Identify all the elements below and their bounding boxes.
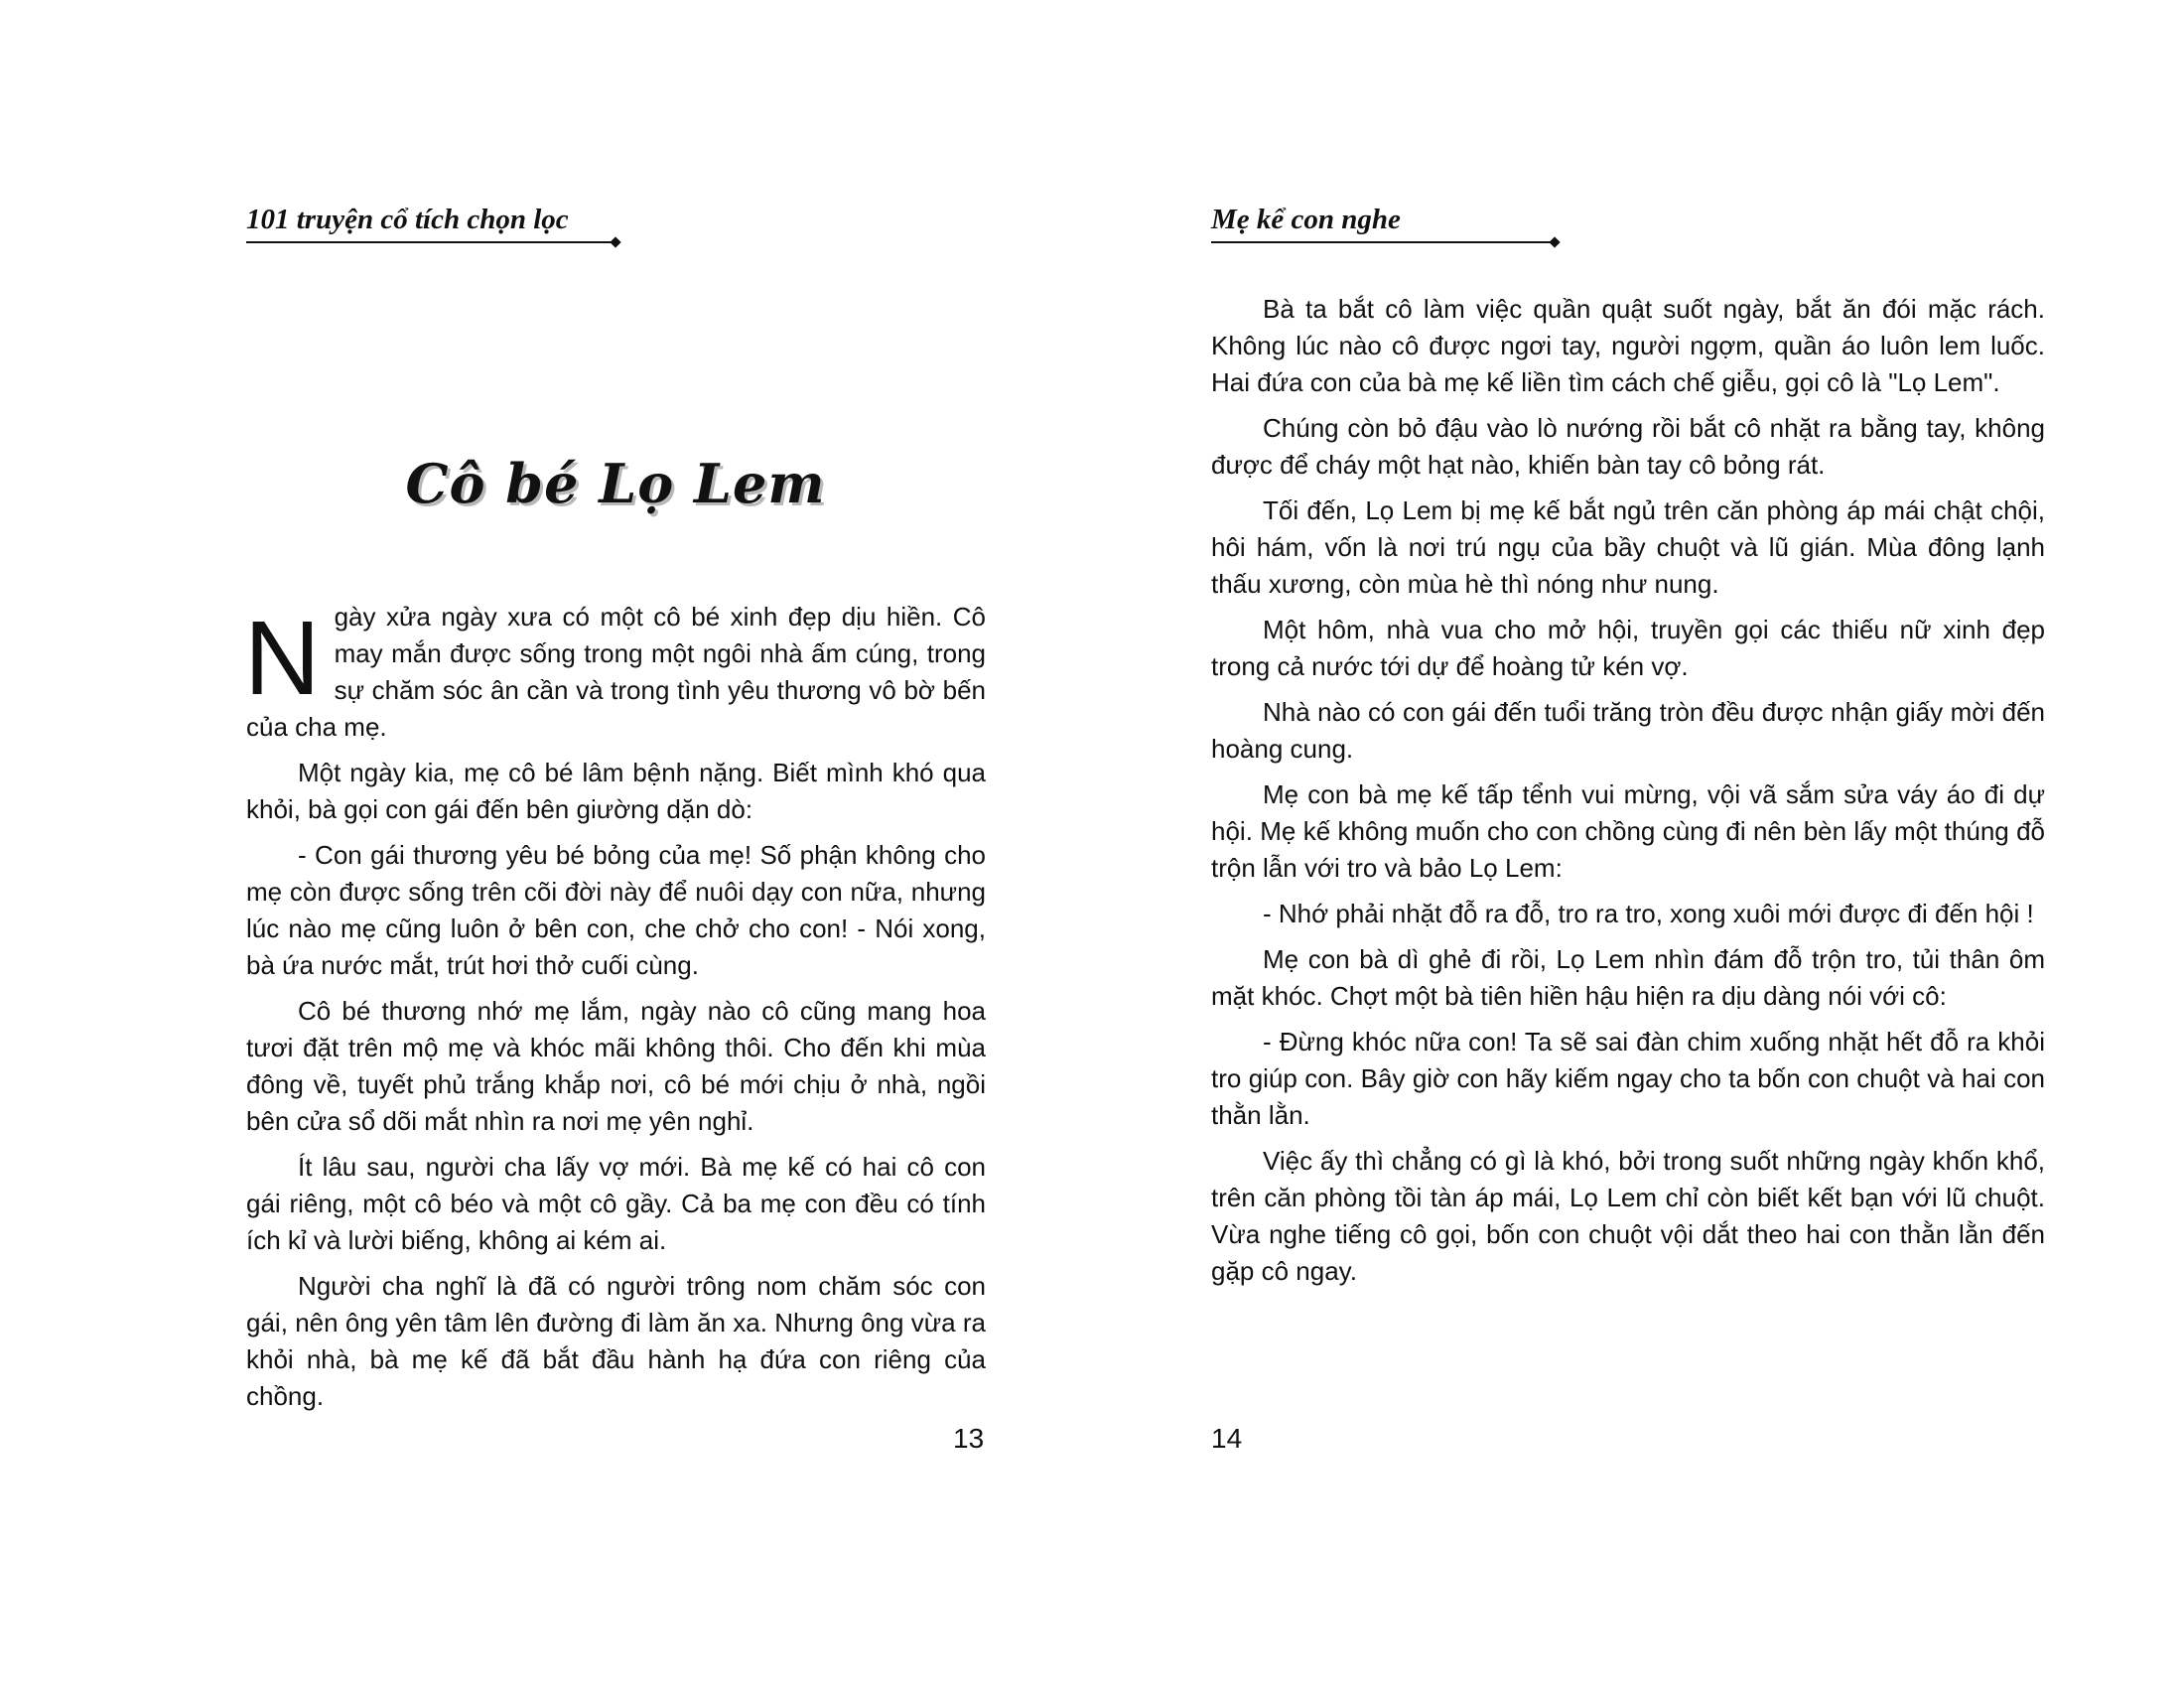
paragraph: Một hôm, nhà vua cho mở hội, truyền gọi các thiếu nữ xinh đẹp trong cả nước tới dự để hoàng tử kén vợ. (1211, 615, 2045, 681)
paragraph: Mẹ con bà mẹ kế tấp tểnh vui mừng, vội vã sắm sửa váy áo đi dự hội. Mẹ kế không muốn cho con chồng cùng đi nên bèn lấy một thúng đỗ trộn lẫn với tro và bảo Lọ Lem: (1211, 779, 2045, 883)
first-paragraph (246, 599, 986, 746)
running-header: Mẹ kể con nghe (1211, 204, 1401, 235)
header-rule (1211, 241, 1554, 243)
header-ornament (1549, 236, 1560, 247)
paragraph-text: gày xửa ngày xưa có một cô bé xinh đẹp dịu hiền. Cô may mắn được sống trong một ngôi nhà ấm cúng, trong sự chăm sóc ân cần và trong tình yêu thương vô bờ bến của cha mẹ. (246, 602, 986, 742)
paragraph: Nhà nào có con gái đến tuổi trăng tròn đều được nhận giấy mời đến hoàng cung. (1211, 697, 2045, 764)
paragraph: Việc ấy thì chẳng có gì là khó, bởi trong suốt những ngày khốn khổ, trên căn phòng tồi tàn áp mái, Lọ Lem chỉ còn biết kết bạn với lũ chuột. Vừa nghe tiếng cô gọi, bốn con chuột vội dắt theo hai con thằn lằn đến gặp cô ngay. (1211, 1146, 2045, 1286)
drop-cap: N (244, 600, 321, 717)
story-title: Cô bé Lọ Lem (405, 452, 826, 515)
body-text (246, 599, 986, 1424)
paragraph: Tối đến, Lọ Lem bị mẹ kế bắt ngủ trên căn phòng áp mái chật chội, hôi hám, vốn là nơi trú ngụ của bầy chuột và lũ gián. Mùa đông lạnh thấu xương, còn mùa hè thì nóng như nung. (1211, 495, 2045, 599)
paragraph: - Đừng khóc nữa con! Ta sẽ sai đàn chim xuống nhặt hết đỗ ra khỏi tro giúp con. Bây giờ con hãy kiếm ngay cho ta bốn con chuột và hai con thằn lằn. (1211, 1027, 2045, 1130)
paragraph: Mẹ con bà dì ghẻ đi rồi, Lọ Lem nhìn đám đỗ trộn tro, tủi thân ôm mặt khóc. Chợt một bà tiên hiền hậu hiện ra dịu dàng nói với cô: (1211, 944, 2045, 1011)
paragraph: Một ngày kia, mẹ cô bé lâm bệnh nặng. Biết mình khó qua khỏi, bà gọi con gái đến bên giường dặn dò: (246, 758, 986, 824)
paragraph: - Con gái thương yêu bé bỏng của mẹ! Số phận không cho mẹ còn được sống trên cõi đời này để nuôi dạy con nữa, nhưng lúc nào mẹ cũng luôn ở bên con, che chở cho con! - Nói xong, bà ứa nước mắt, trút hơi thở cuối cùng. (246, 840, 986, 980)
running-header: 101 truyện cổ tích chọn lọc (246, 204, 569, 235)
paragraph: Chúng còn bỏ đậu vào lò nướng rồi bắt cô nhặt ra bằng tay, không được để cháy một hạt nào, khiến bàn tay cô bỏng rát. (1211, 413, 2045, 480)
body-text (1211, 291, 2045, 1299)
header-rule (246, 241, 615, 243)
paragraph: Cô bé thương nhớ mẹ lắm, ngày nào cô cũng mang hoa tươi đặt trên mộ mẹ và khóc mãi không thôi. Cho đến khi mùa đông về, tuyết phủ trắng khắp nơi, cô bé mới chịu ở nhà, ngồi bên cửa sổ dõi mắt nhìn ra nơi mẹ yên nghỉ. (246, 996, 986, 1136)
paragraph: Bà ta bắt cô làm việc quần quật suốt ngày, bắt ăn đói mặc rách. Không lúc nào cô được ngơi tay, người ngợm, quần áo luôn lem luốc. Hai đứa con của bà mẹ kế liền tìm cách chế giễu, gọi cô là "Lọ Lem". (1211, 294, 2045, 397)
right-page (1092, 0, 2184, 1688)
page-number: 14 (1211, 1423, 1243, 1454)
paragraph: Người cha nghĩ là đã có người trông nom chăm sóc con gái, nên ông yên tâm lên đường đi làm ăn xa. Nhưng ông vừa ra khỏi nhà, bà mẹ kế đã bắt đầu hành hạ đứa con riêng của chồng. (246, 1271, 986, 1411)
paragraph: - Nhớ phải nhặt đỗ ra đỗ, tro ra tro, xong xuôi mới được đi đến hội ! (1263, 899, 2034, 928)
paragraph: Ít lâu sau, người cha lấy vợ mới. Bà mẹ kế có hai cô con gái riêng, một cô béo và một cô gầy. Cả ba mẹ con đều có tính ích kỉ và lười biếng, không ai kém ai. (246, 1152, 986, 1255)
page-number: 13 (953, 1423, 985, 1454)
header-ornament (610, 236, 620, 247)
